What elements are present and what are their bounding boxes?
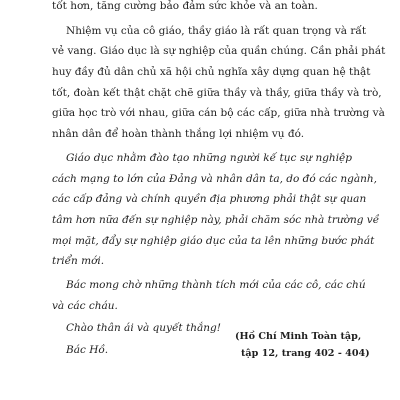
text-line: tâm hơn nữa đến sự nghiệp này, phải chăm sóc nhà trường về [52, 213, 380, 226]
citation-line: tập 12, trang 402 - 404) [241, 348, 370, 359]
text-line: nhân dân để hoàn thành thắng lợi nhiệm vụ đó. [52, 128, 305, 141]
text-line: Nhiệm vụ của cô giáo, thầy giáo là rất quan trọng và rất [66, 24, 367, 37]
text-line: tốt, đoàn kết thật chặt chẽ giữa thầy và thầy, giữa thầy và trò, [52, 86, 382, 99]
text-line: huy đầy đủ dân chủ xã hội chủ nghĩa xây dựng quan hệ thật [52, 66, 371, 79]
source-citation [235, 328, 385, 362]
text-line: Bác mong chờ những thành tích mới của các cô, các chú [66, 278, 366, 291]
text-line: và các cháu. [52, 299, 118, 312]
document-body [52, 0, 386, 361]
text-line: Bác Hồ. [66, 344, 109, 356]
text-line: cách mạng to lớn của Đảng và nhân dân ta, do đó các ngành, [52, 172, 377, 185]
text-line: vẻ vang. Giáo dục là sự nghiệp của quần chúng. Cần phải phát [52, 45, 386, 58]
paragraph-teacher-mission [52, 21, 386, 145]
text-line: mọi mặt, đẩy sự nghiệp giáo dục của ta lên những bước phát [52, 234, 375, 247]
paragraph-continuation [52, 0, 352, 17]
text-line: Chào thân ái và quyết thắng! [66, 322, 221, 335]
paragraph-education-goal [52, 148, 380, 272]
paragraph-expectation [52, 275, 366, 316]
text-line: Giáo dục nhằm đào tạo những người kế tục sự nghiệp [66, 151, 352, 164]
text-line: triển mới. [52, 255, 105, 268]
text-line: giữa học trò với nhau, giữa cán bộ các cấp, giữa nhà trường và [52, 107, 385, 120]
text-line: tốt hơn, tăng cường bảo đảm sức khỏe và an toàn. [52, 0, 318, 12]
citation-line: (Hồ Chí Minh Toàn tập, [235, 331, 362, 342]
text-line: các cấp đảng và chính quyền địa phương phải thật sự quan [52, 193, 367, 206]
